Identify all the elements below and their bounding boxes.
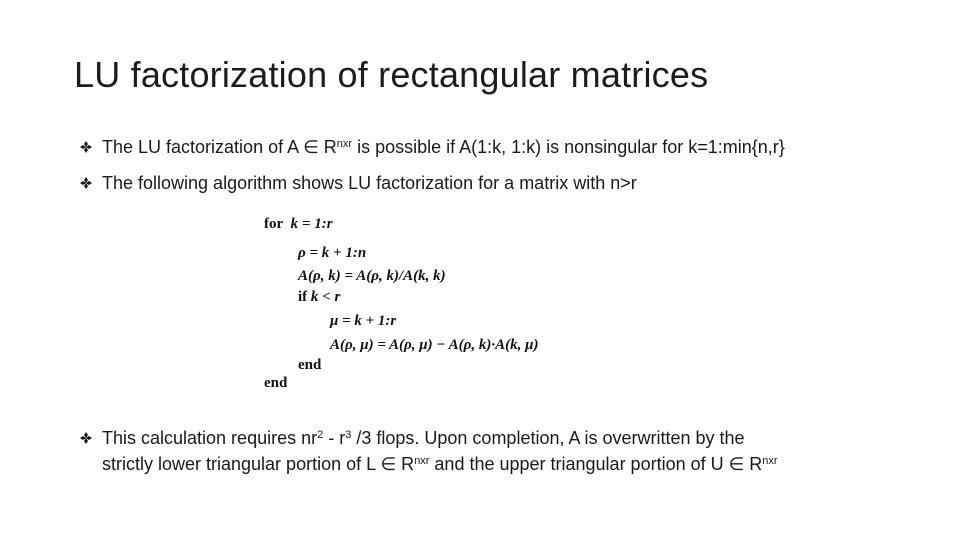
algo-if-line: if k < r <box>298 289 341 305</box>
slide-title: LU factorization of rectangular matrices <box>74 54 709 95</box>
algo-inner-end: end <box>298 357 322 373</box>
algo-mu-line: μ = k + 1:r <box>330 313 397 329</box>
bullet-flops-result <box>76 425 936 479</box>
algo-outer-end: end <box>264 375 288 391</box>
algo-column-scale-line: A(ρ, k) = A(ρ, k)/A(k, k) <box>298 268 446 284</box>
diamond-bullet-icon <box>76 134 96 160</box>
bullet-text: This calculation requires $nr^2 - r^3$ /3 flops. Upon completion, A is overwritten by the strictly lower triangular portion of L ∈ $R^{nxr}$ and the upper triangular portion of U ∈ $R^{nxr}$ <box>102 428 778 474</box>
diamond-bullet-icon <box>76 425 96 451</box>
bullet-text: The LU factorization of A ∈ $R^{nxr}$ is possible if A(1:k, 1:k) is nonsingular for k=1:min{n,r} <box>102 137 785 157</box>
algo-for-line: for k = 1:r <box>264 216 333 232</box>
bullet-text: The following algorithm shows LU factorization for a matrix with n>r <box>102 173 637 193</box>
bullet-algorithm-intro <box>76 170 936 196</box>
algo-rho-line: ρ = k + 1:n <box>298 245 367 261</box>
bullet-lu-existence <box>76 134 936 160</box>
lu-algorithm <box>264 214 594 394</box>
diamond-bullet-icon <box>76 170 96 196</box>
algo-schur-update-line: A(ρ, μ) = A(ρ, μ) − A(ρ, k)·A(k, μ) <box>330 337 539 353</box>
